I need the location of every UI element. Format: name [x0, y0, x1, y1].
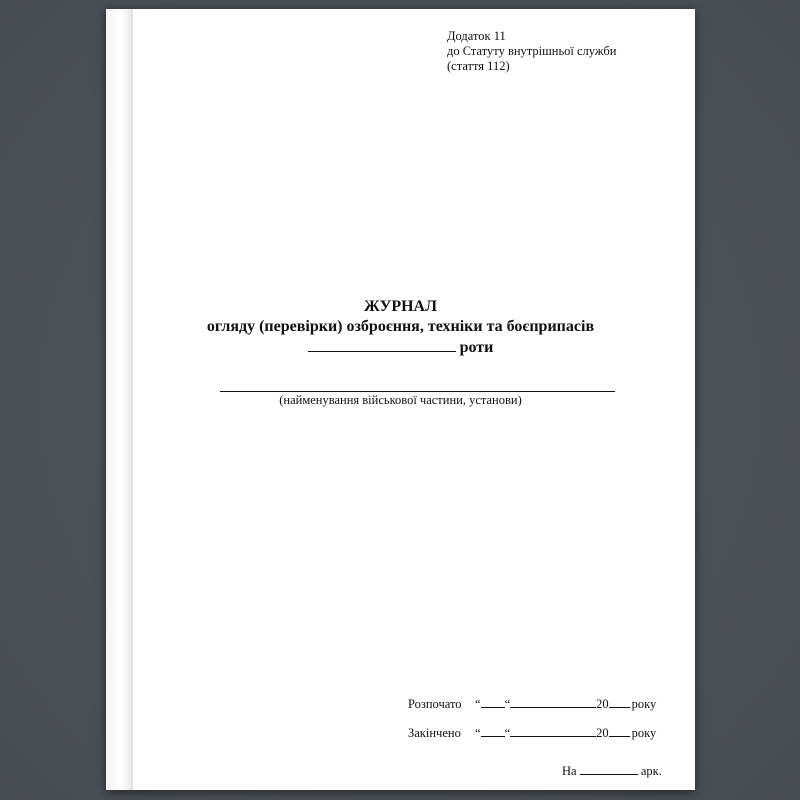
company-suffix: роти	[459, 339, 494, 356]
finished-date-row	[408, 725, 656, 741]
sheets-prefix: На	[562, 764, 577, 778]
company-blank	[308, 337, 456, 352]
open-quote: “	[475, 697, 481, 711]
century-label: 20	[596, 726, 609, 740]
annex-number: Додаток 11	[447, 29, 506, 43]
annex-article: (стаття 112)	[447, 59, 510, 73]
unit-name-caption: (найменування військової частини, установи)	[279, 393, 522, 407]
journal-title-block	[106, 297, 695, 358]
company-line	[106, 337, 695, 358]
unit-name-line	[220, 391, 615, 392]
day-blank	[481, 696, 505, 708]
open-quote: “	[475, 726, 481, 740]
sheets-suffix: арк.	[640, 764, 662, 778]
finished-label: Закінчено	[408, 726, 461, 740]
sheet-count-row	[562, 763, 662, 779]
journal-subtitle: огляду (перевірки) озброєння, техніки та боєприпасів	[206, 318, 595, 335]
year-blank	[609, 696, 630, 708]
close-quote: “	[504, 726, 511, 740]
document-page	[106, 9, 695, 790]
month-blank	[510, 725, 596, 737]
annex-statute: до Статуту внутрішньої служби	[447, 44, 617, 58]
day-blank	[481, 725, 505, 737]
year-word: року	[631, 726, 657, 740]
year-word: року	[631, 697, 657, 711]
started-label: Розпочато	[408, 697, 462, 711]
sheets-blank	[580, 763, 638, 775]
started-date-row	[408, 696, 656, 712]
annex-reference	[447, 29, 616, 74]
century-label: 20	[596, 697, 609, 711]
close-quote: “	[504, 697, 511, 711]
journal-heading: ЖУРНАЛ	[363, 298, 438, 315]
month-blank	[510, 696, 596, 708]
year-blank	[609, 725, 630, 737]
